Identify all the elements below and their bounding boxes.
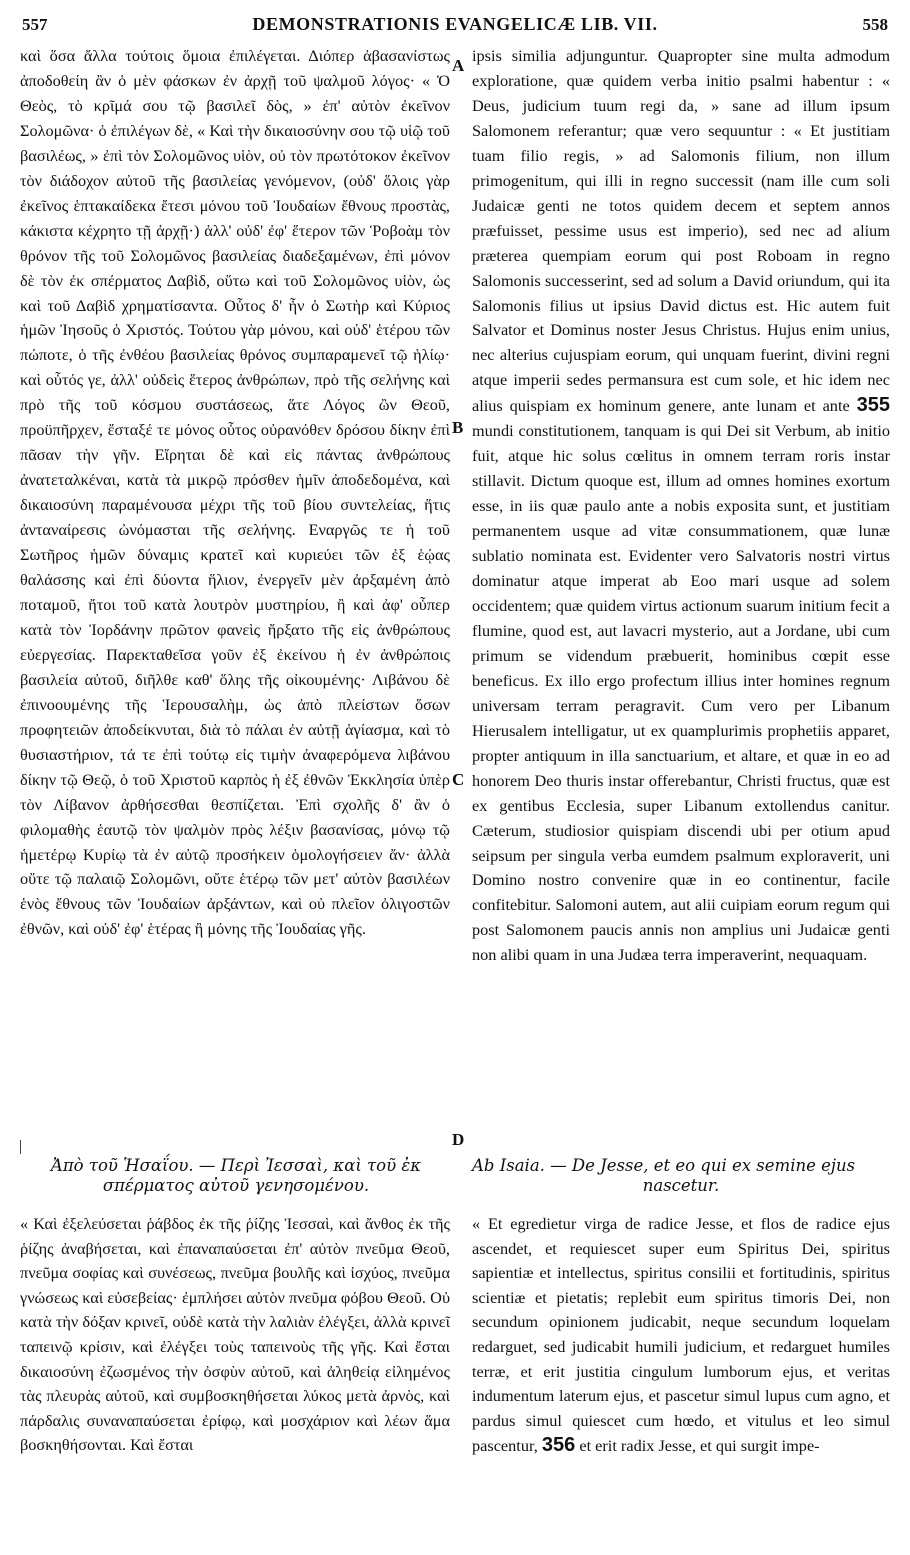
greek-column-section-2 (20, 1212, 450, 1458)
latin-paragraph: ipsis similia adjunguntur. Quapropter sine multa admodum exploratione, quæ quidem verba initio psalmi habentur : « Deus, judicium tuum regi da, » sane ad illum ipsum Salomonem referantur; quæ vero sequuntur : « Et justitiam tuam filio regis, » ad Salomonis filium, non illum primogenitum, qui illi in regno successit (nam ille cum soli Judaicæ genti ne totos quidem decem et septem annos præfuisset, pessime usus est imperio), sed nec ad alium præterea quempiam eorum qui post Roboam in regno Salomonis successerint, sed ad solum a David oriundum, qui ita Salomonis filius ut ipsius David dictus est. Hic autem fuit Salvator et Dominus noster Jesus Christus. Hujus enim unius, nec alterius cujuspiam eorum, qui unquam fuerint, divini regni atque imperii sedes permansura est cum sole, et hic idem nec alius quispiam ex hominum genere, ante lunam et ante 355 mundi constitutionem, tanquam is qui Dei sit Verbum, ab initio fuit, atque hic solus cœlitus in omnem terram roris instar stillavit. Dictum quoque est, illum ad omnes homines exortum esse, in iis quæ paulo ante a nobis exposita sunt, et justitiam permanentem usque ad vitæ consummationem, quæ lunæ sublatio nominata est. Evidenter vero Salvatoris nostri virtus dominatur atque imperat ab Eoo mari usque ad solem occidentem; quæ quidem virtus actionum suarum initium fecit a flumine, quod est, aut lavacri mysterio, aut a Jordane, ubi cum primum se videndum præbuerit, hominibus cœpit esse beneficus. Ex illo ergo profectum illius inter homines regnum universam terram peragravit. Cum vero per Libanum Hierusalem intelligatur, ut ex quamplurimis prophetiis apparet, propter antiquum in illa sanctuarium, et altare, et quæ in eo ad honorem Deo thuris instar offerebantur, Christi fructus, quæ est ex gentibus Ecclesia, super Libanum extollendus canitur. Cæterum, studiosior quispiam discendi ubi per otium apud seipsum per singula verba eumdem psalmum exploraverit, uni Domino nostro convenire quæ in eo continentur, facile confitebitur. Salomoni autem, aut alii cuipiam eorum regum qui post Salomonem paucis annis non amplius uni Judaicæ genti non alibi quam in una Judæa terra imperaverint, nequaquam. (472, 46, 890, 965)
greek-paragraph: καὶ ὅσα ἄλλα τούτοις ὅμοια ἐπιλέγεται. Διόπερ ἀβασανίστως ἀποδοθείη ἂν ὁ μὲν φάσκων ἐν ἀρχῇ τοῦ ψαλμοῦ λόγος· « Ὁ Θεὸς, τὸ κρῖμά σου τῷ βασιλεῖ δὸς, » ἐπ' αὐτὸν ἐκεῖνον Σολομῶνα· ὁ ἐπιλέγων δὲ, « Καὶ τὴν δικαιοσύνην σου τῷ υἱῷ τοῦ βασιλέως, » ἐπὶ τὸν Σολομῶνος υἱὸν, οὐ τὸν πρωτότοκον ἐκεῖνον τὸν διάδοχον αὐτοῦ τῆς βασιλείας γενόμενον, (οὐδ' ὅλοις γὰρ ἐκεῖνος ἑπτακαίδεκα ἔτεσι μόνου τοῦ Ἰουδαίων ἔθνους προστὰς, κάκιστα κέχρητο τῇ ἀρχῇ·) ἀλλ' οὐδ' ἐφ' ἕτερον τῶν Ῥοβοὰμ τὸν θρόνον τῆς τοῦ Σολομῶνος βασιλείας διαδεξαμένων, ἐπὶ μόνον δὲ τὸν ἐκ σπέρματος Δαβὶδ, οὕτω καὶ τοῦ Σολομῶνος υἱὸν, ὡς καὶ τοῦ Δαβὶδ χρηματίσαντα. Οὗτος δ' ἦν ὁ Σωτὴρ καὶ Κύριος ἡμῶν Ἰησοῦς ὁ Χριστός. Τούτου γὰρ μόνου, καὶ οὐδ' ἑτέρου τῶν πώποτε, ὁ τῆς ἐνθέου βασιλείας θρόνος συμπαραμενεῖ τῷ ἡλίῳ· καὶ οὗτός γε, ἀλλ' οὐδεὶς ἕτερος ἀνθρώπων, πρὸ τῆς σελήνης καὶ πρὸ τῆς τοῦ κόσμου συστάσεως, ἅτε Λόγος ὢν Θεοῦ, προϋπῆρχεν, ἔσταξέ τε μόνος οὗτος οὐρανόθεν δρόσου δίκην ἐπὶ πᾶσαν τὴν γῆν. Εἴρηται δὲ καὶ εἰς πάντας ἀνθρώπους ἀνατεταλκέναι, κατὰ τὰ μικρῷ πρόσθεν ἡμῖν ἀποδεδομένα, καὶ δικαιοσύνη παραμένουσα μέχρι τῆς τοῦ βίου συντελείας, ἥτις ἀνταναίρεσις ὠνόμασται τῆς σελήνης. Εναργῶς τε ἡ τοῦ Σωτῆρος ἡμῶν δύναμις κρατεῖ καὶ κυριεύει τῶν ἐξ ἑῴας θαλάσσης καὶ ἐπὶ δύοντα ἥλιον, ἐνεργεῖν μὲν ἀρξαμένη ἀπὸ ποταμοῦ, ἤτοι τοῦ κατὰ λουτρὸν μυστηρίου, ἢ καὶ ἀφ' οὗπερ κατὰ τὸν Ἰορδάνην πρῶτον φανεὶς ἤρξατο τῆς εἰς ἀνθρώπους εὐεργεσίας. Παρεκταθεῖσα γοῦν ἐξ ἐκείνου ἡ ἐν ἀνθρώποις βασιλεία αὐτοῦ, διῆλθε καθ' ὅλης τῆς οἰκουμένης· Λιβάνου δὲ ἐπινοουμένης τῆς Ἱερουσαλὴμ, ὡς ἀπὸ πλείστων ὅσων προφητειῶν ἀποδείκνυται, διὰ τὸ πάλαι ἐν αὐτῇ ἁγίασμα, καὶ τὸ θυσιαστήριον, τά τε ἐπὶ τούτῳ εἰς τιμὴν ἀναφερόμενα λιβάνου δίκην τῷ Θεῷ, ὁ τοῦ Χριστοῦ καρπὸς ἡ ἐξ ἐθνῶν Ἐκκλησία ὑπὲρ τὸν Λίβανον ἀρθήσεσθαι θεσπίζεται. Ἐπὶ σχολῆς δ' ἂν ὁ φιλομαθὴς ἑαυτῷ τὸν ψαλμὸν πρὸς λέξιν βασανίσας, μόνῳ τῷ ἡμετέρῳ Κυρίῳ τὰ ἐν αὐτῷ προσήκειν ὁμολογήσειεν ἄν· ἀλλὰ οὔτε τῷ παλαιῷ Σολομῶνι, οὔτε ἑτέρῳ τῶν μετ' αὐτὸν βασιλέων ἑνὸς ἔθνους τῶν Ἰουδαίων ἀρξάντων, καὶ οὐ πλεῖον ὀλιγοστῶν ἐθνῶν, καὶ οὐδ' ἐφ' ἑτέρας ἢ μόνης τῆς Ἰουδαίας γῆς. (20, 46, 450, 939)
running-title: DEMONSTRATIONIS EVANGELICÆ LIB. VII. (252, 14, 658, 34)
latin-column-section-2 (472, 1212, 890, 1459)
latin-section-heading: Ab Isaia. — De Jesse, et eo qui ex semine ejus nascetur. (472, 1156, 856, 1195)
section-divider (20, 1140, 21, 1154)
page-marker-355: 355 (856, 394, 890, 417)
left-page-number: 557 (22, 15, 48, 34)
latin-column-section-1 (472, 44, 890, 968)
greek-section-heading: Ἀπὸ τοῦ Ἡσαΐου. — Περὶ Ἰεσσαὶ, καὶ τοῦ ἐκ σπέρματος αὐτοῦ γενησομένου. (50, 1156, 422, 1195)
margin-marker-c: C (452, 770, 465, 789)
page-header (22, 14, 888, 38)
greek-paragraph: « Καὶ ἐξελεύσεται ῥάβδος ἐκ τῆς ῥίζης Ἰεσσαὶ, καὶ ἄνθος ἐκ τῆς ῥίζης ἀναβήσεται, καὶ ἐπαναπαύσεται ἐπ' αὐτὸν πνεῦμα Θεοῦ, πνεῦμα σοφίας καὶ συνέσεως, πνεῦμα βουλῆς καὶ ἰσχύος, πνεῦμα γνώσεως καὶ εὐσεβείας· ἐμπλήσει αὐτὸν πνεῦμα φόβου Θεοῦ. Οὐ κατὰ τὴν δόξαν κρινεῖ, οὐδὲ κατὰ τὴν λαλιὰν ἐλέγξει, ἀλλὰ κρινεῖ ταπεινῷ κρίσιν, καὶ ἐλέγξει τοὺς ταπεινοὺς τῆς γῆς. Καὶ ἔσται δικαιοσύνη ἐζωσμένος τὴν ὀσφὺν αὐτοῦ, καὶ ἀληθείᾳ εἰλημένος τὰς πλευρὰς αὐτοῦ, καὶ συμβοσκηθήσεται λύκος μετὰ ἀρνὸς, καὶ πάρδαλις συναναπαύσεται ἐρίφῳ, καὶ μοσχάριον καὶ λέων ἅμα βοσκηθήσονται. Καὶ ἔσται (20, 1214, 450, 1455)
latin-paragraph: « Et egredietur virga de radice Jesse, et flos de radice ejus ascendet, et requiescet super eum Spiritus Dei, spiritus sapientiæ et intellectus, spiritus consilii et fortitudinis, spiritus scientiæ et pietatis; replebit eum spiritus timoris Dei, non secundum opinionem judicabit, neque secundum loquelam redarguet, sed judicabit humili judicium, et redarguet humiles terræ, et erit justitia cingulum lumborum ejus, et veritas indumentum laterum ejus, et pascetur simul lupus cum agno, et pardus simul quiescet cum hœdo, et vitulus et leo simul pascentur, 356 et erit radix Jesse, et qui surgit impe- (472, 1214, 890, 1457)
margin-marker-a: A (452, 56, 465, 75)
page-marker-356: 356 (541, 1434, 576, 1457)
greek-column-section-1 (20, 44, 450, 942)
margin-marker-d: D (452, 1130, 465, 1149)
margin-marker-b: B (452, 418, 464, 437)
right-page-number: 558 (862, 15, 888, 34)
